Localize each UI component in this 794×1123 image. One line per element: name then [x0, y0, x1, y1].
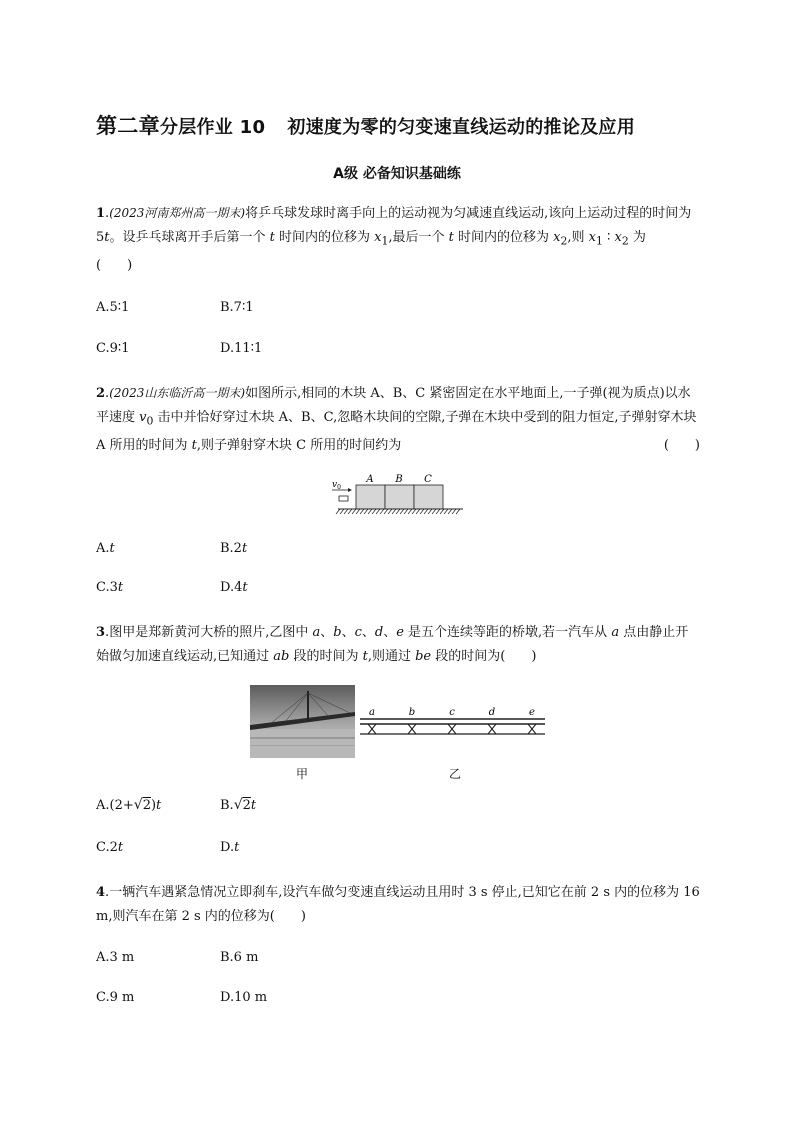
- hatch-mark: [448, 509, 452, 514]
- hatch-mark: [396, 509, 400, 514]
- hatch-mark: [416, 509, 420, 514]
- q4-option-c: C.9 m: [96, 990, 135, 1005]
- hatch-mark: [440, 509, 444, 514]
- hatch-mark: [424, 509, 428, 514]
- page-title: [96, 110, 635, 140]
- hatch-mark: [360, 509, 364, 514]
- q4-option-b: B.6 m: [220, 950, 259, 965]
- pier-label-e: e: [529, 707, 535, 718]
- ground-hatch: [336, 509, 460, 514]
- hatch-mark: [456, 509, 460, 514]
- question-2: 2.(2023山东临沂高一期末)如图所示,相同的木块 A、B、C 紧密固定在水平地面上,一子弹(视为质点)以水平速度 $v_0$ 击中并恰好穿过木块 A、B、C,忽略木块间的空隙,子弹在木块中受到的阻力恒定,子弹射穿木块 A 所用的时间为 t,则子弹射穿木块 C 所用的时间约为 ( ): [96, 381, 700, 458]
- block-b-label: B: [395, 474, 403, 485]
- hatch-mark: [368, 509, 372, 514]
- hatch-mark: [432, 509, 436, 514]
- hatch-mark: [344, 509, 348, 514]
- block-a: [356, 485, 385, 509]
- caption-jia: 甲: [295, 767, 308, 781]
- hatch-mark: [392, 509, 396, 514]
- pier-e: [528, 724, 536, 734]
- q3-option-a: A.(2+√2)t: [96, 797, 162, 813]
- photo-water: [250, 729, 355, 758]
- question-source: (2023山东临沂高一期末): [109, 386, 246, 400]
- section-title: A级 必备知识基础练: [333, 166, 461, 182]
- photo-ripple: [250, 737, 355, 739]
- q1-option-c: C.9∶1: [96, 341, 130, 356]
- block-b: [385, 485, 414, 509]
- topic-label: 初速度为零的匀变速直线运动的推论及应用: [287, 117, 636, 138]
- q1-option-d: D.11∶1: [220, 341, 263, 356]
- hatch-mark: [452, 509, 456, 514]
- question-3: 3.图甲是郑新黄河大桥的照片,乙图中 a、b、c、d、e 是五个连续等距的桥墩,若一汽车从 a 点由静止开始做匀加速直线运动,已知通过 ab 段的时间为 t,则通过 be 段的时间为( ): [96, 625, 689, 664]
- pier-label-c: c: [449, 707, 455, 718]
- q2-option-b: B.2t: [220, 541, 248, 556]
- velocity-label: $v_0$: [332, 480, 341, 491]
- question-1: 1.(2023河南郑州高一期末)将乒乓球发球时离手向上的运动视为匀减速直线运动,该向上运动过程的时间为 5t。设乒乓球离开手后第一个 t 时间内的位移为 $x_1$,最后一个 t 时间内的位移为 $x_2$,则 $x_1$ ∶ $x_2$ 为 ( ): [96, 206, 692, 273]
- hatch-mark: [408, 509, 412, 514]
- block-c-label: C: [424, 474, 432, 485]
- hatch-mark: [380, 509, 384, 514]
- q1-option-b: B.7∶1: [220, 300, 254, 315]
- hatch-mark: [372, 509, 376, 514]
- hatch-mark: [420, 509, 424, 514]
- q4-option-a: A.3 m: [96, 950, 135, 965]
- bridge-photo: [250, 685, 355, 758]
- pier-a: [368, 724, 376, 734]
- caption-yi: 乙: [448, 767, 461, 781]
- velocity-arrowhead: [348, 488, 352, 492]
- pier-b: [408, 724, 416, 734]
- hatch-mark: [340, 509, 344, 514]
- pier-d: [488, 724, 496, 734]
- hatch-mark: [352, 509, 356, 514]
- hatch-mark: [436, 509, 440, 514]
- bullet: [339, 496, 348, 501]
- q2-option-c: C.3t: [96, 580, 124, 595]
- pier-c: [448, 724, 456, 734]
- block-c: [414, 485, 443, 509]
- blocks-figure: [330, 470, 470, 520]
- hatch-mark: [336, 509, 340, 514]
- q3-option-b: B.√2t: [220, 797, 257, 813]
- answer-blank: ( ): [663, 437, 700, 453]
- hatch-mark: [400, 509, 404, 514]
- q4-option-d: D.10 m: [220, 990, 268, 1005]
- chapter-label: 第二章: [96, 114, 160, 138]
- hatch-mark: [428, 509, 432, 514]
- answer-blank: ( ): [96, 257, 133, 273]
- pier-label-b: b: [408, 707, 416, 718]
- q1-option-a: A.5∶1: [96, 300, 130, 315]
- block-a-label: A: [366, 474, 374, 485]
- hatch-mark: [412, 509, 416, 514]
- hatch-mark: [384, 509, 388, 514]
- q2-option-a: A.t: [96, 541, 115, 556]
- hatch-mark: [376, 509, 380, 514]
- question-4: 4.一辆汽车遇紧急情况立即刹车,设汽车做匀变速直线运动且用时 3 s 停止,已知它在前 2 s 内的位移为 16 m,则汽车在第 2 s 内的位移为( ): [96, 885, 700, 924]
- hatch-mark: [364, 509, 368, 514]
- assignment-label: 分层作业 10: [159, 117, 266, 138]
- q2-option-d: D.4t: [220, 580, 248, 595]
- hatch-mark: [388, 509, 392, 514]
- photo-ripple: [250, 745, 355, 746]
- pier-label-d: d: [488, 707, 496, 718]
- question-source: (2023河南郑州高一期末): [109, 206, 246, 220]
- piers-diagram[interactable]: [360, 703, 550, 743]
- hatch-mark: [444, 509, 448, 514]
- hatch-mark: [348, 509, 352, 514]
- q3-option-c: C.2t: [96, 840, 124, 855]
- hatch-mark: [356, 509, 360, 514]
- pier-label-a: a: [369, 707, 375, 718]
- hatch-mark: [404, 509, 408, 514]
- q3-option-d: D.t: [220, 840, 240, 855]
